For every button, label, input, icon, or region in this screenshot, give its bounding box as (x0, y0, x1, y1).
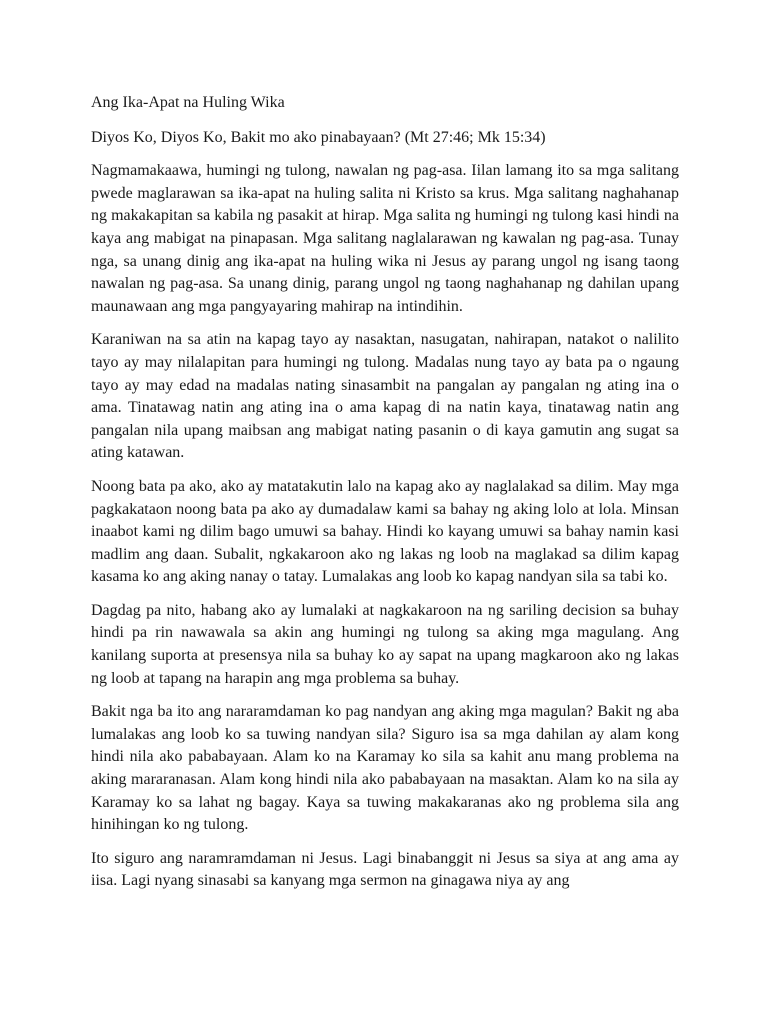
paragraph: Bakit nga ba ito ang nararamdaman ko pag nandyan ang aking mga magulan? Bakit ng aba lumalakas ang loob ko sa tuwing nandyan sila? Siguro isa sa mga dahilan ay alam kong hindi nila ako pababayaan. Alam ko na Karamay ko sila sa kahit anu mang problema na aking mararanasan. Alam kong hindi nila ako pababayaan na masaktan. Alam ko na sila ay Karamay ko sa lahat ng bagay. Kaya sa tuwing makakaranas ako ng problema sila ang hinihingan ko ng tulong. (91, 703, 679, 834)
paragraph: Noong bata pa ako, ako ay matatakutin lalo na kapag ako ay naglalakad sa dilim. May mga pagkakataon noong bata pa ako ay dumadalaw kami sa bahay ng aking lolo at lola. Minsan inaabot kami ng dilim bago umuwi sa bahay. Hindi ko kayang umuwi sa bahay namin kasi madlim ang daan. Subalit, ngkakaroon ako ng lakas ng loob na maglakad sa dilim kapag kasama ko ang aking nanay o tatay. Lumalakas ang loob ko kapag nandyan sila sa tabi ko. (91, 477, 679, 586)
paragraph: Dagdag pa nito, habang ako ay lumalaki at nagkakaroon na ng sariling decision sa buhay hindi pa rin nawawala sa akin ang humingi ng tulong sa aking mga magulang. Ang kanilang suporta at presensya nila sa buhay ko ay sapat na upang magkaroon ako ng lakas ng loob at tapang na harapin ang mga problema sa buhay. (91, 601, 679, 687)
document-page (91, 92, 679, 904)
document-title: Ang Ika-Apat na Huling Wika (91, 94, 285, 111)
paragraph: Karaniwan na sa atin na kapag tayo ay nasaktan, nasugatan, nahirapan, natakot o nalilito tayo ay may nilalapitan para humingi ng tulong. Madalas nung tayo ay bata pa o ngaung tayo ay may edad na madalas nating sinasambit na pangalan ay pangalan ng ating ina o ama. Tinatawag natin ang ating ina o ama kapag di na natin kaya, tinatawag natin ang pangalan nila upang maibsan ang mabigat nating pasanin o di kaya gamutin ang sugat sa ating katawan. (91, 331, 679, 462)
document-subtitle: Diyos Ko, Diyos Ko, Bakit mo ako pinabayaan? (Mt 27:46; Mk 15:34) (91, 128, 546, 146)
paragraph: Ito siguro ang naramramdaman ni Jesus. Lagi binabanggit ni Jesus sa siya at ang ama ay iisa. Lagi nyang sinasabi sa kanyang mga sermon na ginagawa niya ay ang (91, 849, 679, 890)
paragraph: Nagmamakaawa, humingi ng tulong, nawalan ng pag-asa. Iilan lamang ito sa mga salitang pwede maglarawan sa ika-apat na huling salita ni Kristo sa krus. Mga salitang naghahanap ng makakapitan sa kabila ng pasakit at hirap. Mga salita ng humingi ng tulong kasi hindi na kaya ang mabigat na pinapasan. Mga salitang naglalarawan ng kawalan ng pag-asa. Tunay nga, sa unang dinig ang ika-apat na huling wika ni Jesus ay parang ungol ng isang taong nawalan ng pag-asa. Sa unang dinig, parang ungol ng taong naghahanap ng dahilan upang maunawaan ang mga pangyayaring mahirap na intindihin. (91, 162, 679, 315)
